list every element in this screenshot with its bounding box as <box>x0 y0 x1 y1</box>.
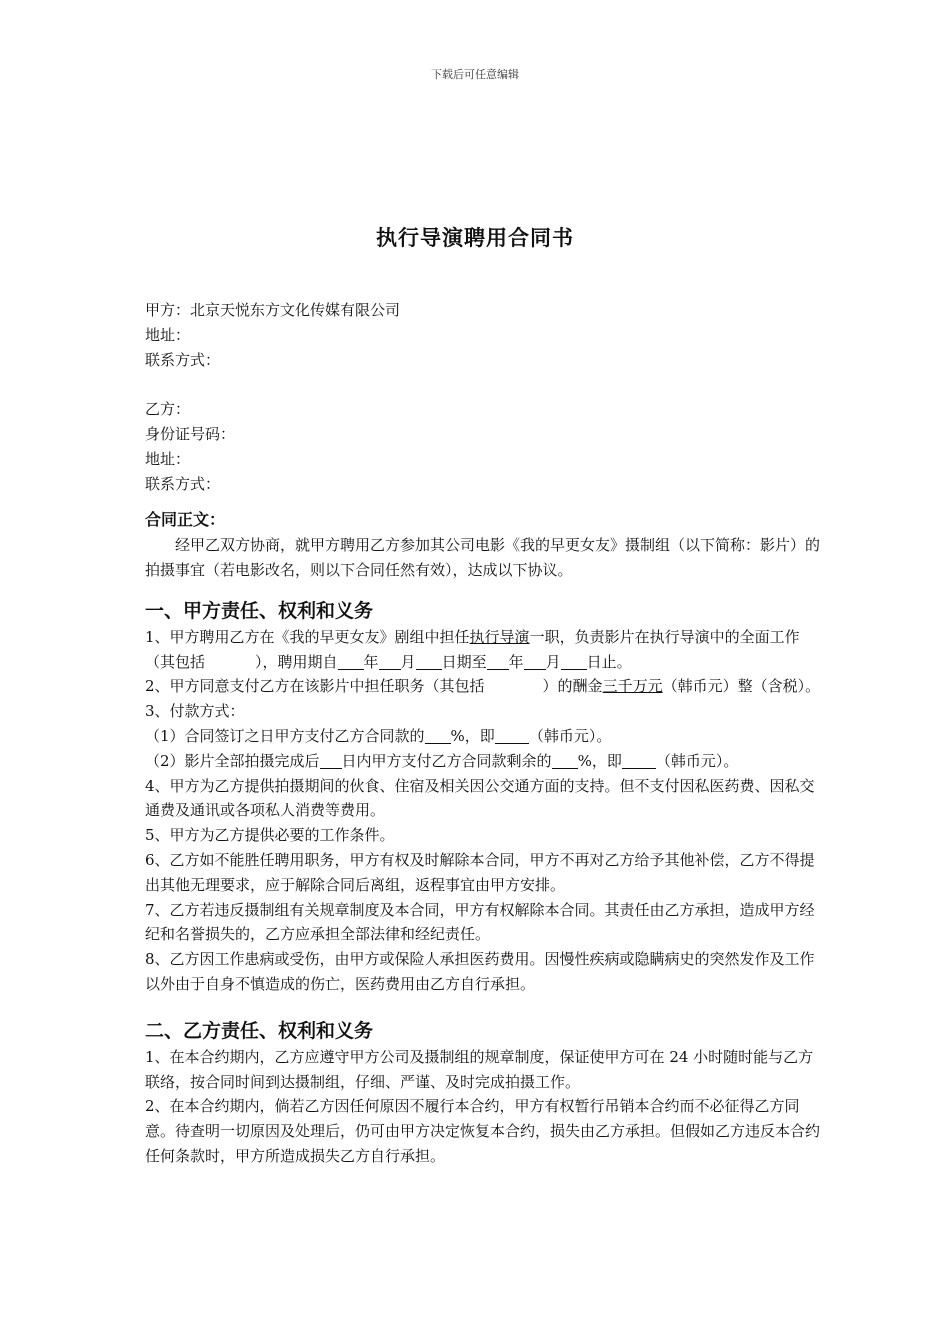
section1-item3-1: （1）合同签订之日甲方支付乙方合同款的 %，即 （韩币元）。 <box>145 726 612 745</box>
section1-heading: 一、甲方责任、权利和义务 <box>145 599 374 622</box>
document-body <box>145 298 825 1169</box>
section2-item2: 2、在本合约期内，倘若乙方因任何原因不履行本合约，甲方有权暂行吊销本合约而不必征得乙方同意。待查明一切原因及处理后，仍可由甲方决定恢复本合约，损失由乙方承担。但假如乙方违反本合约任何条款时，甲方所造成损失乙方自行承担。 <box>145 1097 821 1165</box>
party-b-address: 地址： <box>145 449 191 468</box>
section1-item8: 8、乙方因工作患病或受伤，由甲方或保险人承担医药费用。因慢性疾病或隐瞒病史的突然发作及工作以外由于自身不慎造成的伤亡，医药费用由乙方自行承担。 <box>145 950 815 993</box>
party-b-contact: 联系方式： <box>145 474 221 493</box>
section1-item5: 5、甲方为乙方提供必要的工作条件。 <box>145 826 395 845</box>
section1-item4: 4、甲方为乙方提供拍摄期间的伙食、住宿及相关因公交通方面的支持。但不支付因私医药费、因私交通费及通讯或各项私人消费等费用。 <box>145 776 815 820</box>
party-b-name: 乙方： <box>145 400 191 419</box>
section1-item3-2: （2）影片全部拍摄完成后 日内甲方支付乙方合同款剩余的 %，即 （韩币元）。 <box>145 751 739 770</box>
section2-item1: 1、在本合约期内，乙方应遵守甲方公司及摄制组的规章制度，保证使甲方可在 24 小时随时能与乙方联络，按合同时间到达摄制组，仔细、严谨、及时完成拍摄工作。 <box>145 1047 814 1091</box>
section1-item6: 6、乙方如不能胜任聘用职务，甲方有权及时解除本合同，甲方不再对乙方给予其他补偿，乙方不得提出其他无理要求，应于解除合同后离组，返程事宜由甲方安排。 <box>145 850 815 894</box>
section1-item3: 3、付款方式： <box>145 702 245 721</box>
header-note: 下载后可任意编辑 <box>431 68 519 81</box>
section1-item7: 7、乙方若违反摄制组有关规章制度及本合同，甲方有权解除本合同。其责任由乙方承担，造成甲方经纪和名誉损失的，乙方应承担全部法律和经纪责任。 <box>145 900 815 944</box>
party-a-address: 地址： <box>145 325 191 344</box>
document-title: 执行导演聘用合同书 <box>376 226 574 250</box>
fee-amount: 三千万元 <box>602 677 663 696</box>
party-a-name: 甲方：北京天悦东方文化传媒有限公司 <box>145 301 401 319</box>
section1-item2: 2、甲方同意支付乙方在该影片中担任职务（其包括 ）的酬金三千万元（韩币元）整（含税）。 <box>145 677 821 696</box>
section1-item1: 1、甲方聘用乙方在《我的早更女友》剧组中担任执行导演一职，负责影片在执行导演中的全面工作（其包括 ），聘用期自 年 月 日期至 年 月 日止。 <box>145 627 800 671</box>
party-b-id: 身份证号码： <box>145 424 236 443</box>
contract-body-heading: 合同正文： <box>145 510 226 530</box>
section2-heading: 二、乙方责任、权利和义务 <box>145 1019 374 1042</box>
role-text: 执行导演 <box>469 627 530 646</box>
intro-paragraph: 经甲乙双方协商，就甲方聘用乙方参加其公司电影《我的早更女友》摄制组（以下简称：影片）的拍摄事宜（若电影改名，则以下合同任然有效），达成以下协议。 <box>145 536 821 579</box>
party-a-contact: 联系方式： <box>145 350 221 369</box>
